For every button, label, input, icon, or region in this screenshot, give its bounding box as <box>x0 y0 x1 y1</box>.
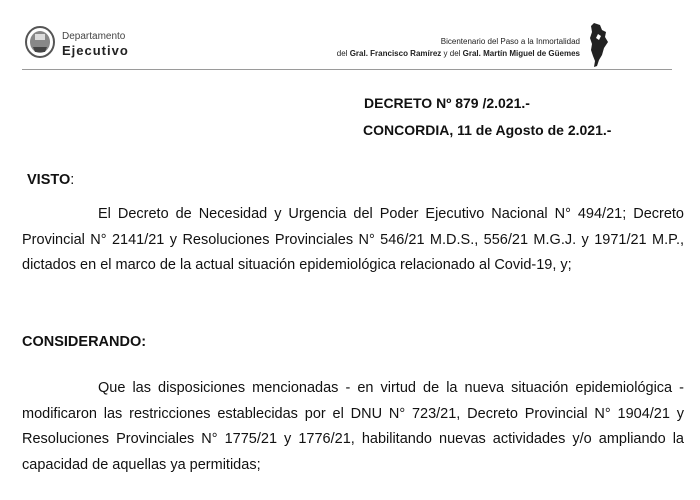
visto-heading: VISTO: <box>27 172 75 188</box>
decree-place-date: CONCORDIA, 11 de Agosto de 2.021.- <box>363 122 612 138</box>
considerando-heading: CONSIDERANDO: <box>22 334 147 350</box>
header-divider <box>22 69 672 70</box>
department-label: Departamento <box>62 31 126 42</box>
department-name: Ejecutivo <box>62 43 129 58</box>
considerando-paragraph: Que las disposiciones mencionadas - en virtud de la nueva situación epidemiológica - modificaron las restricciones establecidas por el DNU N° 723/21, Decreto Provincial N° 1904/21 y Resoluciones Provinciales N° 1775/21 y 1776/21, habilitando nuevas actividades y/o ampliando la capacidad de aquellas ya permitidas; <box>22 380 684 473</box>
visto-paragraph: El Decreto de Necesidad y Urgencia del Poder Ejecutivo Nacional N° 494/21; Decreto Provincial N° 2141/21 y Resoluciones Provinciales N° 546/21 M.D.S., 556/21 M.G.J. y 1971/21 M.P., dictados en el marco de la actual situación epidemiológica relacionado al Covid-19, y; <box>22 206 684 273</box>
letterhead <box>0 0 700 72</box>
decree-number: DECRETO Nº 879 /2.021.- <box>364 95 530 111</box>
bicentenario-line-2: del Gral. Francisco Ramírez y del Gral. Martín Miguel de Güemes <box>336 49 580 58</box>
municipal-seal-icon <box>24 25 56 59</box>
entre-rios-map-icon <box>588 22 610 68</box>
bicentenario-line-1: Bicentenario del Paso a la Inmortalidad <box>440 37 580 46</box>
